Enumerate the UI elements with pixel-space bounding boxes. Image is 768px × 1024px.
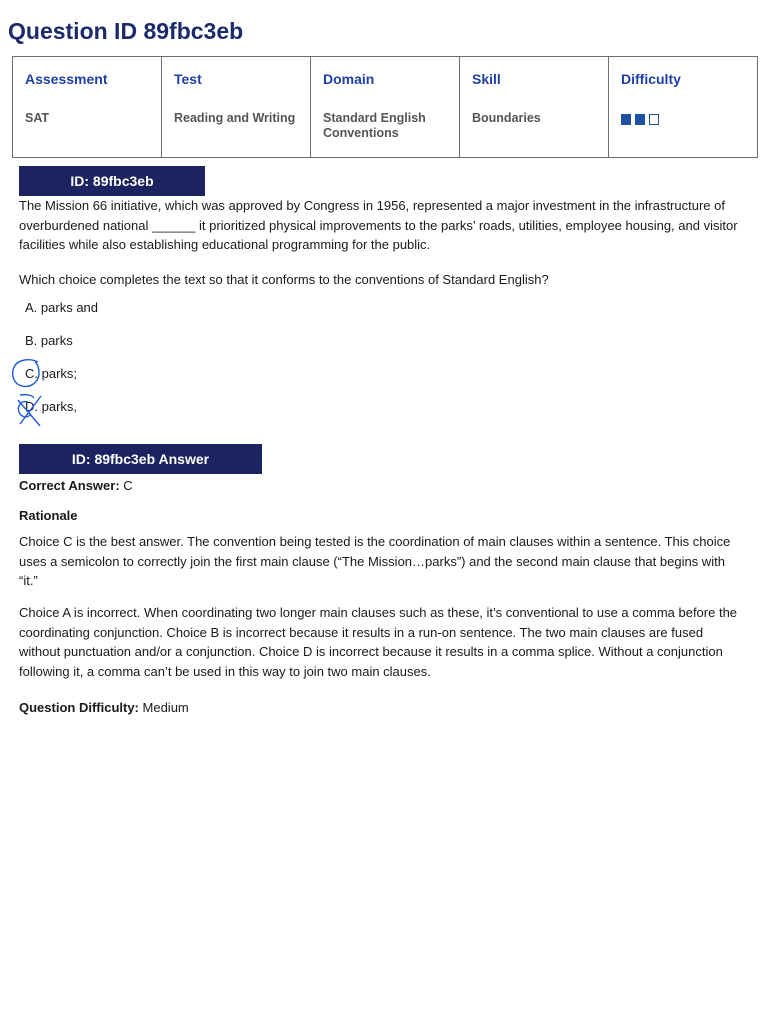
choice-letter: A. xyxy=(25,300,38,315)
choice-text: parks and xyxy=(40,300,99,315)
cross-out-annotation-icon xyxy=(12,392,46,428)
choice-letter: B. xyxy=(25,333,38,348)
choice-letter: C. xyxy=(25,366,38,381)
circle-annotation-icon xyxy=(8,356,44,392)
meta-cell-test xyxy=(162,57,311,157)
difficulty-box xyxy=(635,114,645,125)
question-id-banner: ID: 89fbc3eb xyxy=(19,166,205,196)
meta-cell-skill xyxy=(460,57,609,157)
meta-header-assessment: Assessment xyxy=(25,71,108,87)
choice-text: parks xyxy=(40,333,73,348)
difficulty-box xyxy=(649,114,659,125)
question-passage: The Mission 66 initiative, which was approved by Congress in 1956, represented a major investment in the infrastructure of overburdened national ______ it prioritized physical improvements to the parks’ roads, utilities, employee housing, and visitor facilities while also establishing educational programming for the public. xyxy=(19,198,738,252)
question-difficulty-label: Question Difficulty: xyxy=(19,700,139,715)
meta-cell-difficulty xyxy=(609,57,757,157)
meta-header-skill: Skill xyxy=(472,71,501,87)
correct-answer-value: C xyxy=(123,478,133,493)
meta-value-domain: Standard English Conventions xyxy=(323,111,426,140)
question-meta-table xyxy=(12,56,758,158)
rationale-heading: Rationale xyxy=(19,508,78,523)
meta-cell-assessment xyxy=(13,57,162,157)
correct-answer-label: Correct Answer: xyxy=(19,478,120,493)
meta-header-domain: Domain xyxy=(323,71,375,87)
difficulty-box xyxy=(621,114,631,125)
question-difficulty xyxy=(19,698,741,718)
choice-text: parks; xyxy=(41,366,78,381)
question-difficulty-value: Medium xyxy=(142,700,189,715)
meta-header-difficulty: Difficulty xyxy=(621,71,681,87)
rationale-paragraph-1: Choice C is the best answer. The convention being tested is the coordination of main clauses within a sentence. This choice uses a semicolon to correctly join the first main clause (“The Mission…parks”) and the second main clause that begins with “it.” xyxy=(19,534,731,588)
page-title: Question ID 89fbc3eb xyxy=(8,18,244,44)
meta-value-assessment: SAT xyxy=(25,111,50,125)
choice-b[interactable] xyxy=(25,333,73,348)
difficulty-indicator xyxy=(621,114,745,125)
question-prompt: Which choice completes the text so that it conforms to the conventions of Standard English? xyxy=(19,272,549,287)
choice-a[interactable] xyxy=(25,300,98,315)
meta-header-test: Test xyxy=(174,71,202,87)
rationale-paragraph-2: Choice A is incorrect. When coordinating two longer main clauses such as these, it’s conventional to use a comma before the coordinating conjunction. Choice B is incorrect because it results in a run-on sentence. The two main clauses are fused without punctuation and/or a conjunction. Choice D is incorrect because it results in a comma splice. Without a conjunction following it, a comma can’t be used in this way to join two main clauses. xyxy=(19,605,738,679)
choice-letter: D. xyxy=(25,399,38,414)
correct-answer xyxy=(19,476,741,496)
meta-value-skill: Boundaries xyxy=(472,111,541,125)
meta-cell-domain xyxy=(311,57,460,157)
meta-value-test: Reading and Writing xyxy=(174,111,296,125)
answer-id-banner: ID: 89fbc3eb Answer xyxy=(19,444,262,474)
choice-text: parks, xyxy=(41,399,78,414)
